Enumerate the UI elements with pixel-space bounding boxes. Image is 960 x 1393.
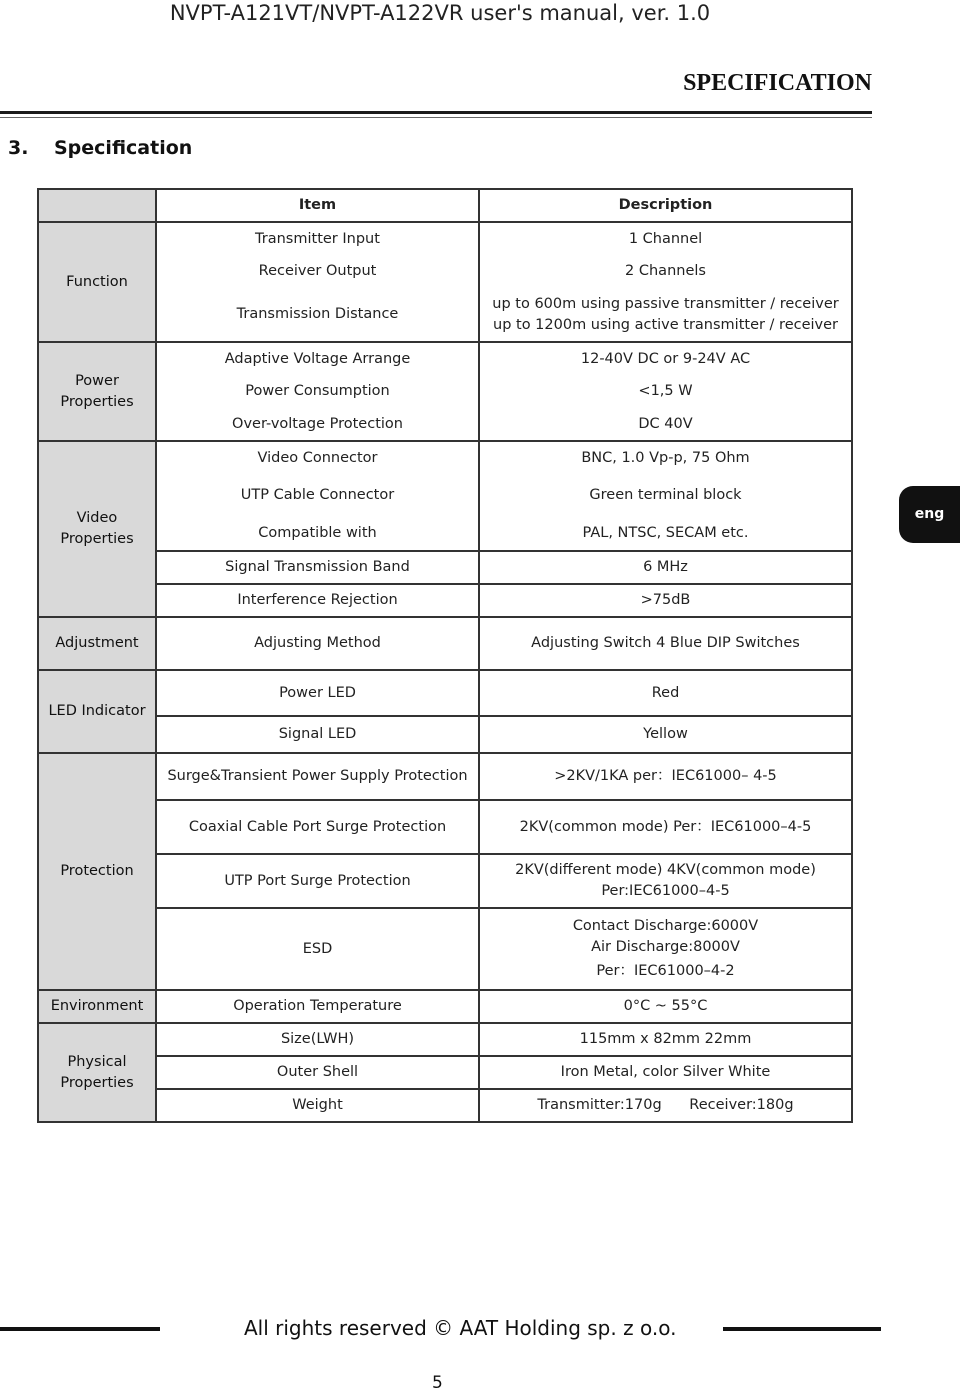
item-cell: Signal LED bbox=[156, 716, 479, 753]
table-row bbox=[38, 255, 852, 288]
table-row bbox=[38, 1023, 852, 1056]
table-row bbox=[38, 753, 852, 800]
desc-cell: 12-40V DC or 9-24V AC bbox=[479, 342, 852, 375]
item-cell: Compatible with bbox=[156, 516, 479, 551]
section-header: SPECIFICATION bbox=[683, 70, 872, 96]
category-label: Video Properties bbox=[60, 510, 134, 547]
category-label: Power Properties bbox=[60, 372, 134, 410]
item-cell: Outer Shell bbox=[156, 1056, 479, 1089]
desc-cell: >75dB bbox=[479, 584, 852, 617]
section-title: Specification bbox=[54, 137, 193, 159]
desc-cell: 6 MHz bbox=[479, 551, 852, 584]
category-led: LED Indicator bbox=[38, 670, 156, 753]
table-header-row bbox=[38, 189, 852, 222]
item-cell: ESD bbox=[156, 908, 479, 990]
desc-cell: PAL, NTSC, SECAM etc. bbox=[479, 516, 852, 551]
table-row bbox=[38, 375, 852, 408]
document-title: NVPT-A121VT/NVPT-A122VR user's manual, ver. 1.0 bbox=[169, 1, 711, 25]
table-row bbox=[38, 854, 852, 908]
table-row bbox=[38, 800, 852, 854]
item-cell: Size(LWH) bbox=[156, 1023, 479, 1056]
category-label: Function bbox=[66, 273, 128, 290]
item-cell: Transmission Distance bbox=[156, 288, 479, 342]
desc-cell: Adjusting Switch 4 Blue DIP Switches bbox=[479, 617, 852, 670]
item-cell: UTP Port Surge Protection bbox=[156, 854, 479, 908]
table-row bbox=[38, 584, 852, 617]
desc-line: up to 600m using passive transmitter / receiver bbox=[492, 295, 839, 312]
header-rule-thin bbox=[0, 117, 872, 118]
item-cell: Adjusting Method bbox=[156, 617, 479, 670]
item-cell: Signal Transmission Band bbox=[156, 551, 479, 584]
category-power bbox=[38, 342, 156, 441]
item-cell: Coaxial Cable Port Surge Protection bbox=[156, 800, 479, 854]
table-row bbox=[38, 716, 852, 753]
item-cell: Adaptive Voltage Arrange bbox=[156, 342, 479, 375]
table-row bbox=[38, 1056, 852, 1089]
page-number: 5 bbox=[432, 1373, 443, 1393]
desc-line: Per：IEC61000–4-2 bbox=[596, 963, 735, 979]
table-row bbox=[38, 516, 852, 551]
desc-line: Contact Discharge:6000V bbox=[572, 918, 759, 934]
header-description: Description bbox=[479, 189, 852, 222]
desc-cell: DC 40V bbox=[479, 408, 852, 441]
footer-rule-left bbox=[0, 1327, 160, 1331]
category-environment: Environment bbox=[38, 990, 156, 1023]
category-physical bbox=[38, 1023, 156, 1122]
category-protection bbox=[38, 753, 156, 990]
table-row bbox=[38, 342, 852, 375]
desc-line: 2KV(different mode) 4KV(common mode) bbox=[515, 862, 816, 878]
footer-rule-right bbox=[723, 1327, 881, 1331]
table-row bbox=[38, 551, 852, 584]
category-label: Protection bbox=[60, 863, 134, 879]
desc-cell: 0°C ~ 55°C bbox=[479, 990, 852, 1023]
desc-cell: Iron Metal, color Silver White bbox=[479, 1056, 852, 1089]
language-tab[interactable]: eng bbox=[899, 486, 960, 543]
item-cell: Interference Rejection bbox=[156, 584, 479, 617]
specification-table bbox=[37, 188, 853, 1123]
category-label: Physical Properties bbox=[60, 1053, 134, 1091]
table-row bbox=[38, 474, 852, 516]
header-item: Item bbox=[156, 189, 479, 222]
desc-cell: BNC, 1.0 Vp-p, 75 Ohm bbox=[479, 441, 852, 474]
desc-cell: 2 Channels bbox=[479, 255, 852, 288]
footer-copyright: All rights reserved © AAT Holding sp. z o.o. bbox=[244, 1316, 677, 1340]
table-row bbox=[38, 1089, 852, 1122]
item-cell: Operation Temperature bbox=[156, 990, 479, 1023]
item-cell: Power Consumption bbox=[156, 375, 479, 408]
section-number: 3. bbox=[8, 137, 29, 159]
section-heading bbox=[8, 137, 192, 159]
item-cell: Video Connector bbox=[156, 441, 479, 474]
desc-cell: Transmitter:170g Receiver:180g bbox=[479, 1089, 852, 1122]
desc-cell: 2KV(common mode) Per：IEC61000–4-5 bbox=[479, 800, 852, 854]
desc-line: Air Discharge:8000V bbox=[591, 939, 740, 955]
table-row bbox=[38, 408, 852, 441]
table-row bbox=[38, 990, 852, 1023]
desc-cell bbox=[479, 854, 852, 908]
desc-cell: >2KV/1KA per：IEC61000– 4-5 bbox=[479, 753, 852, 800]
item-cell: Surge&Transient Power Supply Protection bbox=[156, 753, 479, 800]
item-cell: Weight bbox=[156, 1089, 479, 1122]
desc-line: up to 1200m using active transmitter / receiver bbox=[493, 316, 838, 333]
item-cell: Power LED bbox=[156, 670, 479, 716]
category-function bbox=[38, 222, 156, 342]
header-rule bbox=[0, 111, 872, 114]
desc-cell: 1 Channel bbox=[479, 222, 852, 255]
table-row bbox=[38, 670, 852, 716]
desc-cell: Yellow bbox=[479, 716, 852, 753]
table-row bbox=[38, 908, 852, 990]
item-cell: Receiver Output bbox=[156, 255, 479, 288]
item-cell: UTP Cable Connector bbox=[156, 474, 479, 516]
desc-cell bbox=[479, 288, 852, 342]
item-cell: Transmitter Input bbox=[156, 222, 479, 255]
header-corner-cell bbox=[38, 189, 156, 222]
desc-cell: Red bbox=[479, 670, 852, 716]
desc-line: Per:IEC61000–4-5 bbox=[601, 883, 730, 899]
table-row bbox=[38, 441, 852, 474]
table-row bbox=[38, 617, 852, 670]
desc-cell: 115mm x 82mm 22mm bbox=[479, 1023, 852, 1056]
item-cell: Over-voltage Protection bbox=[156, 408, 479, 441]
desc-cell: Green terminal block bbox=[479, 474, 852, 516]
desc-cell: <1,5 W bbox=[479, 375, 852, 408]
category-adjustment: Adjustment bbox=[38, 617, 156, 670]
category-video bbox=[38, 441, 156, 617]
desc-cell bbox=[479, 908, 852, 990]
table-row bbox=[38, 222, 852, 255]
table-row bbox=[38, 288, 852, 342]
